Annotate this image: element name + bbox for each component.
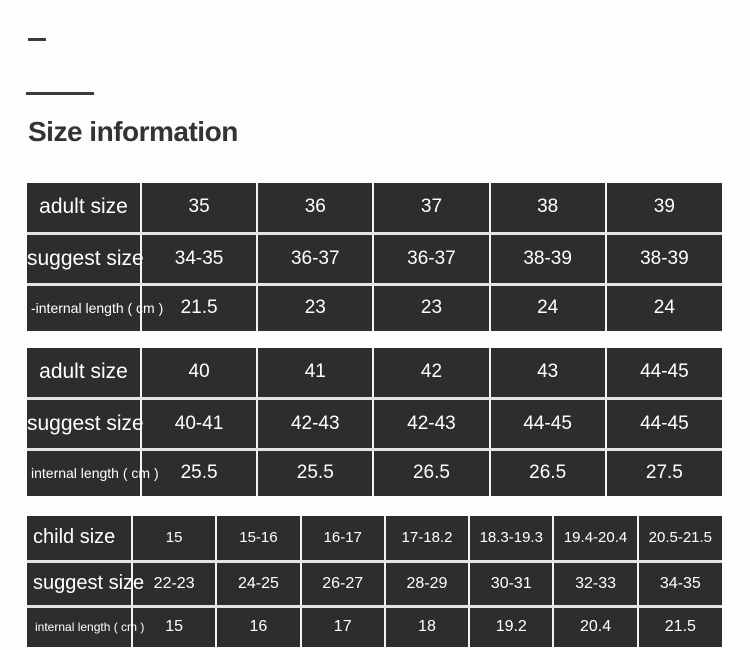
- suggest-cell: 24-25: [216, 561, 300, 606]
- length-cell: 26.5: [490, 449, 606, 496]
- length-cell: 20.4: [553, 606, 637, 647]
- suggest-cell: 32-33: [553, 561, 637, 606]
- table-row: [27, 449, 722, 496]
- adult-size-table-2: [27, 348, 722, 496]
- suggest-cell: 22-23: [132, 561, 216, 606]
- size-cell: 40: [141, 348, 257, 398]
- size-cell: 36: [257, 183, 373, 233]
- row-label: -internal length ( cm ): [27, 284, 141, 331]
- row-label: suggest size: [27, 398, 141, 449]
- suggest-cell: 34-35: [141, 233, 257, 284]
- row-label: child size: [27, 516, 132, 561]
- table-row: [27, 606, 722, 647]
- length-cell: 21.5: [664, 618, 696, 636]
- row-label: internal length ( cm ): [27, 606, 132, 647]
- length-cell: 24: [490, 284, 606, 331]
- suggest-cell: 36-37: [257, 233, 373, 284]
- suggest-cell: 44-45: [490, 398, 606, 449]
- size-cell: 16-17: [301, 516, 385, 561]
- size-cell: 15: [132, 516, 216, 561]
- length-cell: 25.5: [141, 449, 257, 496]
- length-cell: 25.5: [257, 449, 373, 496]
- top-dash-decoration: [28, 38, 46, 41]
- length-cell: 21.5: [141, 284, 257, 331]
- suggest-cell: 30-31: [469, 561, 553, 606]
- length-cell: 26.5: [373, 449, 489, 496]
- size-cell: 38: [490, 183, 606, 233]
- size-cell: 15-16: [216, 516, 300, 561]
- suggest-cell: 42-43: [373, 398, 489, 449]
- size-cell: 44-45: [606, 348, 722, 398]
- table-row: [27, 183, 722, 233]
- suggest-cell: 42-43: [257, 398, 373, 449]
- suggest-cell: 26-27: [301, 561, 385, 606]
- suggest-cell: 34-35: [638, 561, 722, 606]
- table-row: [27, 561, 722, 606]
- suggest-cell: 38-39: [490, 233, 606, 284]
- length-cell: 23: [373, 284, 489, 331]
- row-label: suggest size: [27, 561, 132, 606]
- row-label: adult size: [27, 348, 141, 398]
- row-label: internal length ( cm ): [27, 449, 141, 496]
- table-row: [27, 398, 722, 449]
- adult-size-table-1: [27, 183, 722, 331]
- length-cell: 24: [653, 297, 675, 319]
- size-cell: 37: [373, 183, 489, 233]
- size-cell: 17-18.2: [385, 516, 469, 561]
- table-row: [27, 516, 722, 561]
- size-cell: 41: [257, 348, 373, 398]
- size-cell: 42: [373, 348, 489, 398]
- table-row: [27, 284, 722, 331]
- suggest-cell: 38-39: [606, 233, 722, 284]
- length-cell: 27.5: [645, 462, 683, 484]
- length-cell: 17: [301, 606, 385, 647]
- row-label: suggest size: [27, 233, 141, 284]
- length-cell: 18: [385, 606, 469, 647]
- length-cell: 15: [132, 606, 216, 647]
- length-cell: 16: [216, 606, 300, 647]
- size-cell: 43: [490, 348, 606, 398]
- length-cell: 23: [257, 284, 373, 331]
- suggest-cell: 40-41: [141, 398, 257, 449]
- size-cell: 20.5-21.5: [638, 516, 722, 561]
- table-row: [27, 348, 722, 398]
- size-cell: 18.3-19.3: [469, 516, 553, 561]
- child-size-table: [27, 516, 722, 647]
- section-divider-line: [26, 92, 94, 95]
- suggest-cell: 36-37: [373, 233, 489, 284]
- size-cell: 35: [141, 183, 257, 233]
- table-row: [27, 233, 722, 284]
- page-title: Size information: [28, 116, 238, 147]
- suggest-cell: 44-45: [606, 398, 722, 449]
- row-label: adult size: [27, 183, 141, 233]
- length-cell: 19.2: [469, 606, 553, 647]
- suggest-cell: 28-29: [385, 561, 469, 606]
- size-cell: 19.4-20.4: [553, 516, 637, 561]
- size-cell: 39: [606, 183, 722, 233]
